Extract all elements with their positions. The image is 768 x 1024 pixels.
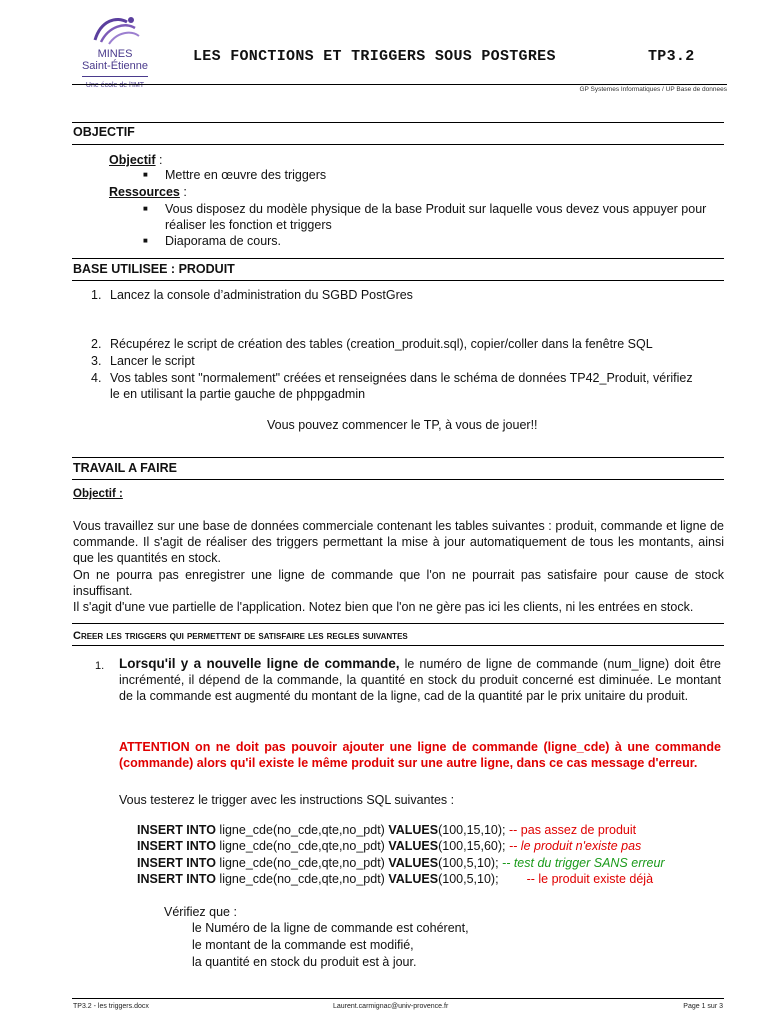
page-title: LES FONCTIONS ET TRIGGERS SOUS POSTGRES bbox=[193, 48, 556, 65]
sql-comment: -- le produit n'existe pas bbox=[505, 839, 642, 853]
rule-number: 1. bbox=[95, 660, 105, 672]
footer-page-number: Page 1 sur 3 bbox=[683, 1003, 723, 1010]
step-1: Lancez la console d’administration du SGBD PostGres bbox=[110, 288, 413, 302]
logo-line2: Saint-Étienne bbox=[81, 60, 149, 72]
rule-bold: Lorsqu'il y a nouvelle ligne de commande, bbox=[119, 656, 400, 671]
objectif-item: Mettre en œuvre des triggers bbox=[165, 168, 327, 182]
bullet-icon: ■ bbox=[143, 170, 148, 179]
logo-line1: MINES bbox=[97, 48, 133, 60]
section-heading-objectif: OBJECTIF bbox=[73, 125, 135, 139]
test-intro: Vous testerez le trigger avec les instructions SQL suivantes : bbox=[119, 793, 455, 807]
center-instruction: Vous pouvez commencer le TP, à vous de jouer!! bbox=[267, 418, 538, 432]
step-2: Récupérez le script de création des tables (creation_produit.sql), copier/coller dans la fenêtre SQL bbox=[110, 337, 653, 351]
sql-line-2: INSERT INTO ligne_cde(no_cde,qte,no_pdt) VALUES(100,15,60); -- le produit n'existe pas bbox=[137, 839, 642, 853]
stock-note: On ne pourra pas enregistrer une ligne de commande que l'on ne pourrait pas satisfaire pour cause de stock insuffisant. bbox=[73, 568, 724, 599]
verify-item: le montant de la commande est modifié, bbox=[192, 938, 414, 952]
sql-comment: -- le produit existe déjà bbox=[526, 872, 654, 886]
ressources-label-line: Ressources : bbox=[109, 185, 187, 199]
footer-filename: TP3.2 - les triggers.docx bbox=[73, 1003, 149, 1010]
footer-rule bbox=[72, 998, 724, 999]
department-label: GP Systemes Informatiques / UP Base de donnees bbox=[579, 86, 727, 93]
sql-comment: -- pas assez de produit bbox=[505, 823, 637, 837]
ressources-item1-line1: Vous disposez du modèle physique de la base Produit sur laquelle vous devez vous appuyer pour bbox=[165, 202, 707, 216]
step-4-line2: le en utilisant la partie gauche de phppgadmin bbox=[110, 387, 366, 401]
bullet-icon: ■ bbox=[143, 236, 148, 245]
bullet-icon: ■ bbox=[143, 204, 148, 213]
sql-line-1: INSERT INTO ligne_cde(no_cde,qte,no_pdt) VALUES(100,15,10); -- pas assez de produit bbox=[137, 823, 637, 837]
verify-item: le Numéro de la ligne de commande est cohérent, bbox=[192, 921, 469, 935]
ressources-item2: Diaporama de cours. bbox=[165, 234, 282, 248]
attention-warning: ATTENTION on ne doit pas pouvoir ajouter une ligne de commande (ligne_cde) à une commande (commande) alors qu'il existe le même produit sur une autre ligne, dans ce cas message d'erreur. bbox=[119, 740, 721, 771]
partial-note: Il s'agit d'une vue partielle de l'application. Notez bien que l'on ne gère pas ici les clients, ni les entrées en stock. bbox=[73, 600, 694, 614]
verify-label: Vérifiez que : bbox=[164, 905, 237, 919]
objectif-label: Objectif bbox=[109, 153, 156, 167]
step-number: 1. bbox=[91, 288, 102, 302]
tp-number: TP3.2 bbox=[648, 48, 695, 65]
verify-item: la quantité en stock du produit est à jour. bbox=[192, 955, 417, 969]
step-number: 2. bbox=[91, 337, 102, 351]
ressources-label: Ressources bbox=[109, 185, 180, 199]
section-heading-travail: TRAVAIL A FAIRE bbox=[73, 461, 177, 475]
travail-objectif-label: Objectif : bbox=[73, 488, 123, 500]
intro-paragraph: Vous travaillez sur une base de données commerciale contenant les tables suivantes : produit, commande et ligne de commande. Il s'agit de réaliser des triggers permettant la mise à jour automatiquement de tous les montants, ainsi que les quantités en stock. bbox=[73, 519, 724, 566]
sql-line-3: INSERT INTO ligne_cde(no_cde,qte,no_pdt) VALUES(100,5,10); -- test du trigger SANS erreur bbox=[137, 856, 665, 870]
section-heading-base: BASE UTILISEE : PRODUIT bbox=[73, 262, 235, 276]
school-logo bbox=[80, 14, 150, 88]
logo-tagline: Une école de l'IMT bbox=[85, 82, 145, 89]
step-number: 4. bbox=[91, 371, 102, 385]
rule-paragraph bbox=[119, 656, 721, 705]
objectif-label-line: Objectif : bbox=[109, 153, 163, 167]
sql-line-4: INSERT INTO ligne_cde(no_cde,qte,no_pdt) VALUES(100,5,10); -- le produit existe déjà bbox=[137, 872, 654, 886]
header-rule bbox=[72, 84, 727, 85]
footer-email: Laurent.carmignac@univ-provence.fr bbox=[333, 1003, 449, 1010]
step-3: Lancer le script bbox=[110, 354, 195, 368]
logo-swirl-icon bbox=[87, 14, 143, 46]
section-heading-triggers: Creer les triggers qui permettent de satisfaire les regles suivantes bbox=[73, 630, 408, 642]
step-number: 3. bbox=[91, 354, 102, 368]
ressources-item1-line2: réaliser les fonction et triggers bbox=[165, 218, 332, 232]
step-4-line1: Vos tables sont "normalement" créées et renseignées dans le schéma de données TP42_Produit, vérifiez bbox=[110, 371, 693, 385]
sql-comment: -- test du trigger SANS erreur bbox=[498, 856, 665, 870]
rule-text: le numéro de ligne de commande (num_ligne) doit être incrémenté, il dépend de la commande, la quantité en stock du produit concerné est diminuée. Le montant de la commande est augmenté du montant de la ligne, cad de la quantité par le prix unitaire du produit. bbox=[119, 657, 721, 704]
